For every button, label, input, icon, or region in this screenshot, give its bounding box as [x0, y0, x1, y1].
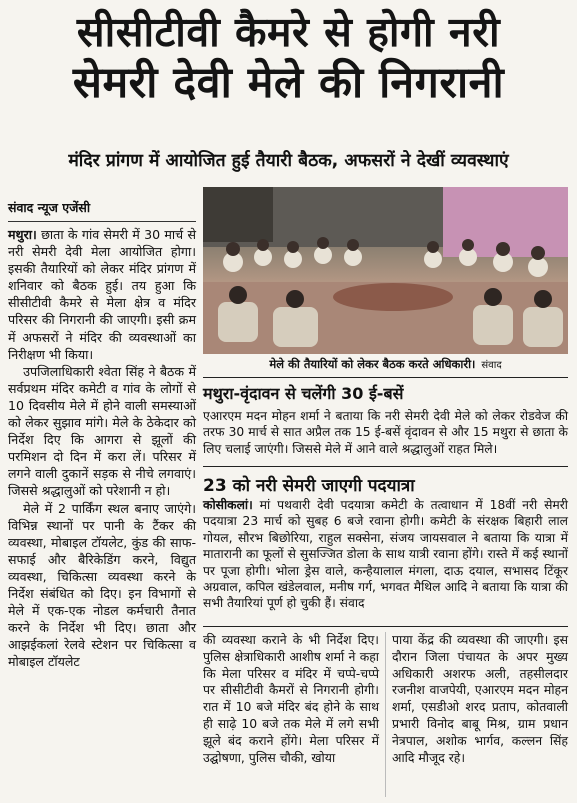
photo-credit: संवाद — [481, 360, 502, 371]
column-1-paragraph-2: उपजिलाधिकारी श्वेता सिंह ने बैठक में सर्वप्रथम मंदिर कमेटी व गांव के लोगों से 10 दिवसीय मेले में होने वाली समस्याओं को लेकर सुझाव मांगे। मेले के ठेकेदार को निर्देश दिए कि आगरा से झूलों की परमिशन दो दिन में करा लें। परिसर में लगने वाली दुकानें सड़क से नीचे लगवाएं। जिससे श्रद्धालुओं को परेशानी न हो। — [8, 363, 196, 499]
column-2: की व्यवस्था कराने के भी निर्देश दिए। पुलिस क्षेत्राधिकारी आशीष शर्मा ने कहा कि मेला परिसर व मंदिर में चप्पे-चप्पे पर सीसीटीवी कैमरों से निगरानी होगी। रात में 10 बजे मंदिर बंद होने के साथ ही साढ़े 10 बजे तक मेले में लगे सभी झूले बंद कराने होंगे। मेला परिसर में उद्घोषणा, पुलिस चौकी, खोया — [203, 632, 379, 765]
story-3-dateline: कोसीकलां। — [203, 498, 253, 512]
story-3-body — [203, 497, 568, 612]
section-divider-1 — [203, 377, 568, 378]
story-3-text: मां पथवारी देवी पदयात्रा कमेटी के तत्वाधान में 18वीं नरी सेमरी पदयात्रा 23 मार्च को सुबह 6 बजे रवाना होगी। कमेटी के संरक्षक बिहारी लाल गोयल, सौरभ बिछोरिया, राहुल सक्सेना, संजय जायसवाल ने बताया कि यात्रा में मातारानी का फूलों से सुसज्जित डोला के साथ यात्री रवाना होंगे। रास्ते में कई स्थानों पर पूजा होगी। भोला ड्रेस वाले, कन्हैयालाल मंगला, दाऊ दयाल, सभासद टिंकूर अग्रवाल, कपिल खंडेलवाल, मनीष गर्ग, भगवत मैथिल आदि ने बताया कि यात्रा की सभी तैयारियां पूर्ण हो चुकी हैं। संवाद — [203, 498, 568, 611]
byline: संवाद न्यूज एजेंसी — [8, 200, 91, 215]
headline-line-1: सीसीटीवी कैमरे से होगी नरी — [76, 8, 501, 56]
story-2-heading: मथुरा-वृंदावन से चलेंगी 30 ई-बसें — [203, 384, 404, 403]
meeting-photo — [203, 187, 568, 354]
section-divider-2 — [203, 466, 568, 467]
photo-caption-text: मेले की तैयारियों को लेकर बैठक करते अधिकारी। — [269, 357, 476, 371]
subheadline: मंदिर प्रांगण में आयोजित हुई तैयारी बैठक, अफसरों ने देखीं व्यवस्थाएं — [68, 151, 509, 171]
dateline-place: मथुरा। — [8, 227, 37, 242]
column-1 — [8, 226, 196, 670]
byline-divider — [8, 221, 196, 222]
column-1-paragraph-3: मेले में 2 पार्किंग स्थल बनाए जाएंगे। विभिन्न स्थानों पर पानी के टैंकर की व्यवस्था, मोबाइल टॉयलेट, कुंड की साफ-सफाई और बैरिकेडिंग करने, विद्युत व्यवस्था, चिकित्सा व्यवस्था करने के निर्देश संबंधित को दिए। इन विभागों से मेले में एक-एक नोडल कर्मचारी तैनात करने के निर्देश भी दिए। छाता और आझईकलां रेलवे स्टेशन पर चिकित्सा व मोबाइल टॉयलेट — [8, 500, 196, 670]
column-1-text-1: छाता के गांव सेमरी में 30 मार्च से नरी सेमरी देवी मेला आयोजित होगा। इसकी तैयारियों को लेकर मंदिर प्रांगण में शनिवार को बैठक हुई। तय हुआ कि सीसीटीवी कैमरे से मेला क्षेत्र व मंदिर परिसर की निगरानी की जाएगी। इसी क्रम में अफसरों ने मंदिर की व्यवस्थाओं का निरीक्षण भी किया। — [8, 227, 196, 362]
story-2-body: एआरएम मदन मोहन शर्मा ने बताया कि नरी सेमरी देवी मेले को लेकर रोडवेज की तरफ 30 मार्च से सात अप्रैल तक 15 ई-बसें वृंदावन से और 15 मथुरा से छाता के लिए चलाई जाएंगी। जिससे मेले में आने वाले श्रद्धालुओं राहत मिले। — [203, 409, 568, 456]
section-divider-3 — [203, 626, 568, 627]
column-1-paragraph-1 — [8, 226, 196, 363]
story-3-heading: 23 को नरी सेमरी जाएगी पदयात्रा — [203, 476, 415, 496]
photo-caption — [203, 357, 568, 372]
meeting-photo-illustration — [203, 187, 568, 354]
column-3: पाया केंद्र की व्यवस्था की जाएगी। इस दौरान जिला पंचायत के अपर मुख्य अधिकारी अशरफ अली, तहसीलदार रजनीश वाजपेयी, एआरएम मदन मोहन शर्मा, एसडीओ शरद प्रताप, कोतवाली प्रभारी विनोद बाबू मिश्र, ग्राम प्रधान नेत्रपाल, अशोक भार्गव, कल्लन सिंह आदि मौजूद रहे। — [392, 632, 568, 765]
column-separator — [385, 632, 386, 797]
headline-line-2: सेमरी देवी मेले की निगरानी — [72, 58, 505, 108]
